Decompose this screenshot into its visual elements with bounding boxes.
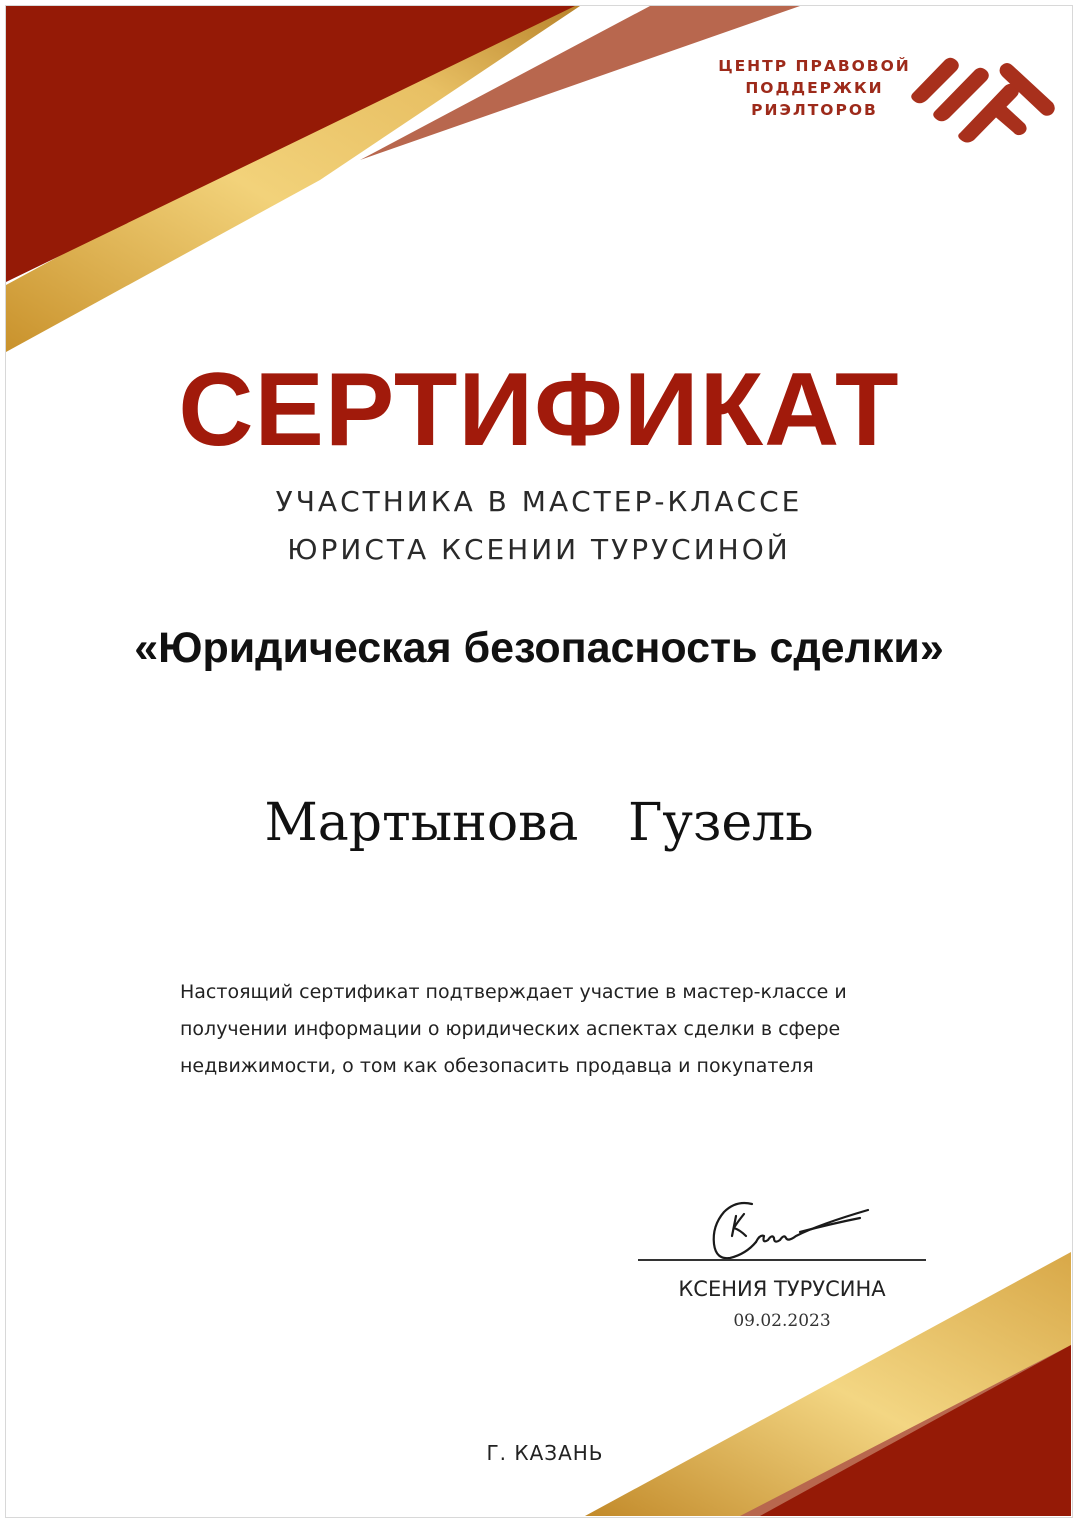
brand-line: ЦЕНТР ПРАВОВОЙ bbox=[718, 57, 911, 75]
brand-line: РИЭЛТОРОВ bbox=[751, 101, 878, 119]
signature-line bbox=[638, 1259, 926, 1261]
signer-name: КСЕНИЯ ТУРУСИНА bbox=[678, 1277, 886, 1301]
recipient-name: Мартынова Гузель bbox=[264, 793, 814, 853]
certificate-description bbox=[180, 974, 920, 1085]
certificate-title: СЕРТИФИКАТ bbox=[178, 352, 900, 468]
course-name: «Юридическая безопасность сделки» bbox=[134, 624, 944, 672]
city-label: Г. КАЗАНЬ bbox=[486, 1441, 604, 1465]
certificate-subtitle bbox=[0, 478, 1078, 574]
brand-line: ПОДДЕРЖКИ bbox=[745, 79, 884, 97]
subtitle-line: УЧАСТНИКА В МАСТЕР-КЛАССЕ bbox=[275, 485, 803, 518]
description-line: получении информации о юридических аспектах сделки в сфере bbox=[180, 1018, 841, 1040]
brand-name bbox=[712, 55, 917, 121]
issue-date: 09.02.2023 bbox=[733, 1311, 831, 1331]
subtitle-line: ЮРИСТА КСЕНИИ ТУРУСИНОЙ bbox=[287, 533, 791, 566]
description-line: недвижимости, о том как обезопасить продавца и покупателя bbox=[180, 1055, 814, 1077]
brand-logo-icon bbox=[905, 48, 1060, 143]
description-line: Настоящий сертификат подтверждает участие в мастер-классе и bbox=[180, 981, 847, 1003]
